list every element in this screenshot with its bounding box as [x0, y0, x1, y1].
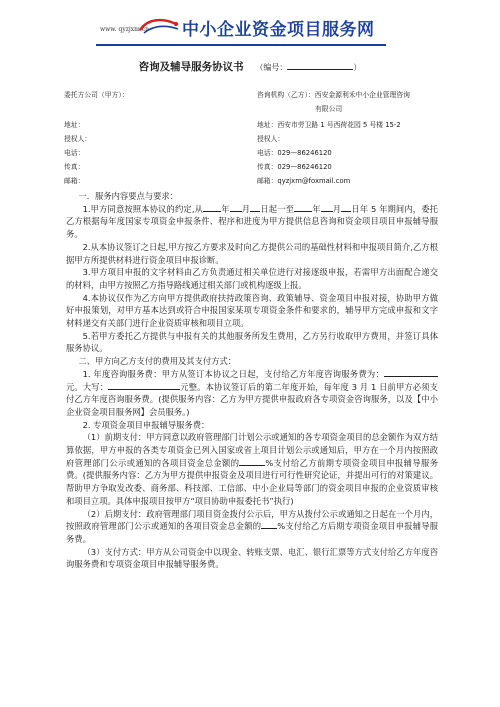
blank-annual-fee: [384, 368, 438, 377]
blank-prepay-percent: [239, 457, 265, 466]
agreement-body: [66, 190, 438, 571]
site-header: [100, 10, 400, 44]
party-a-email: 邮箱：: [64, 177, 85, 185]
blank-day-from: [250, 203, 260, 212]
party-b-address: 地址：西安市劳卫路 1 号西荷花园 5 号楼 15-2: [257, 121, 401, 129]
paragraph-2: 2.从本协议签订之日起,甲方按乙方要求及时向乙方提供公司的基础性材料和申报项目简介,乙方根据甲方所提供材料进行资金项目申报诊断。: [66, 241, 438, 265]
site-url: www. qyzjxm.cn: [100, 26, 149, 33]
document-number-tail: ）: [353, 63, 362, 72]
paragraph-10: （3）支付方式：甲方从公司资金中以现金、转账支票、电汇、银行汇票等方式支付给乙方年度咨询服务费和专项资金项目申报辅导服务费。: [66, 546, 438, 570]
section-1-title: 一．服务内容要点与要求：: [78, 191, 179, 201]
document-number-label: （编号：: [255, 63, 288, 72]
party-a-address: 地址：: [64, 121, 85, 129]
paragraph-7: 2. 专项资金项目申报辅导服务费：: [82, 419, 210, 430]
site-title: 中小企业资金项目服务网: [182, 20, 375, 40]
blank-month-from: [230, 203, 242, 212]
blank-year-from: [203, 203, 221, 212]
paragraph-1: 1.甲方同意按照本协议的约定,从 年 月 日起一至 年 月 日年 5 年期间内，委托乙方根据每年度国家专项资金申报条件、程序和进度为甲方提供信息咨询和资金项目项目申报辅导服务。: [66, 203, 438, 240]
party-b-fax: 传真：029—86246120: [257, 163, 332, 171]
paragraph-4: 4.本协议仅作为乙方向甲方提供政府扶持政策咨询、政策辅导、资金项目申报对接，协助甲方做好申报策划，对甲方基本达到或符合申报国家某项专项资金条件和要求的，辅导甲方完成申报和文字材料递交有关部门进行企业资质审核和项目立项。: [66, 292, 438, 329]
document-title: [0, 59, 500, 74]
party-a-client: 委托方公司（甲方）：: [64, 91, 129, 99]
party-b-email: 邮箱：qyzjxm@foxmail.com: [257, 177, 351, 185]
paragraph-5: 5.若甲方委托乙方提供与申报有关的其他服务所发生费用，乙方另行收取甲方费用，并签订具体服务协议。: [66, 330, 438, 354]
party-b-client: 咨询机构（乙方）：西安金源利禾中小企业管理咨询: [257, 91, 410, 99]
paragraph-6: 1. 年度咨询服务费：甲方从签订本协议之日起，支付给乙方年度咨询服务费为：元。大写： 元整。本协议签订后的第二年度开始，每年度 3 月 1 日前甲方必须支付乙方年度咨询服务费。(提供服务内容：乙方为甲方提供申报政府各专项资金咨询服务，以及【中小企业资金项目服务网】会员服务。): [66, 368, 438, 417]
section-2-title: 二、甲方向乙方支付的费用及其支付方式：: [78, 356, 237, 367]
blank-day-to: [341, 203, 351, 212]
party-a-rep: 授权人：: [64, 135, 92, 143]
header-divider: [96, 44, 386, 46]
blank-postpay-percent: [261, 520, 277, 529]
party-a-fax: 传真：: [64, 163, 85, 171]
party-b-client-cont: 有限公司: [315, 105, 343, 113]
blank-annual-fee-words: [108, 381, 180, 390]
document-number-blank: [287, 60, 353, 70]
paragraph-9: （2）后期支付：政府管理部门项目资金拨付公示后，甲方从拨付公示或通知之日起在一个月内，按照政府管理部门公示或通知的各项目资金总金额的 %支付给乙方后期专项资金项目申报辅导服务费。: [66, 508, 438, 544]
blank-year-to: [294, 203, 312, 212]
site-logo-icon: [138, 16, 180, 36]
document-title-text: 咨询及辅导服务协议书: [138, 61, 244, 73]
blank-month-to: [321, 203, 333, 212]
party-b-rep: 授权人：: [257, 135, 285, 143]
paragraph-3: 3.甲方项目申报的文字材料由乙方负责通过相关单位进行对接逐级申报，若需甲方出面配合递交的材料，由甲方按照乙方指导路线通过相关部门或机构逐级上报。: [66, 267, 438, 290]
paragraph-8: （1）前期支付：甲方同意以政府管理部门计划公示或通知的各专项资金项目的总金额作为双方结算依据，甲方申报的各类专项资金已列入国家或省上项目计划公示或通知后，甲方在一个月内按照政府管理部门公示或通知的各项目资金总金额的 %支付给乙方前期专项资金项目申报辅导服务费。(提供服务内容：乙方为甲方提供申报资金及项目进行可行性研究论证，并提出可行的对策建议。帮助甲方争取发改委、商务部、科技部、工信部、中小企业局等部门的资金项目申报的企业资质审核和项目立项。具体申报项目按甲方“项目协助申报委托书”执行): [66, 432, 438, 506]
document-number: [255, 63, 361, 72]
party-a-phone: 电话：: [64, 149, 85, 157]
party-b-phone: 电话：029—86246120: [257, 149, 332, 157]
